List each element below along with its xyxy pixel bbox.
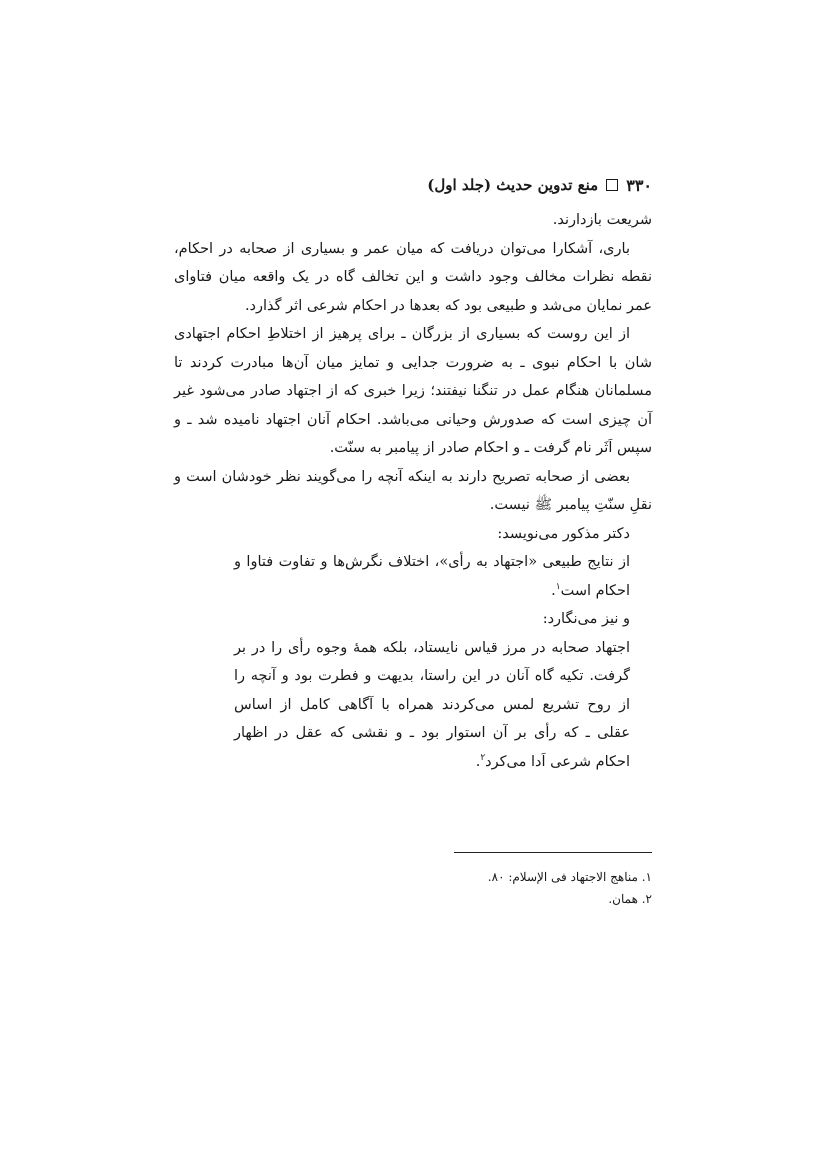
quote-1-text: از نتایج طبیعی «اجتهاد به رأی»، اختلاف نگرش‌ها و تفاوت فتاوا و احکام است (234, 554, 630, 599)
footnote-divider (454, 852, 652, 853)
paragraph-5: دکتر مذکور می‌نویسد: (497, 525, 630, 542)
footnote-2: ۲. همان. (608, 892, 652, 906)
quote-2: اجتهاد صحابه در مرز قیاس نایستاد، بلکه همهٔ وجوه رأی را در بر گرفت. تکیه گاه آنان در این راستا، بدیهت و فطرت بود و آنچه را از روح تشریع لمس می‌کردند همراه با آگاهی کامل از اساس عقلی ـ که رأی بر آن استوار بود ـ و نقشی که عقل در اظهار احکام شرعی اَدا می‌کرد$^۲$. (234, 639, 630, 770)
footnote-1: ۱. مناهج الاجتهاد فی الإسلام: ۸۰. (487, 870, 652, 884)
quote-2-text: اجتهاد صحابه در مرز قیاس نایستاد، بلکه همهٔ وجوه رأی را در بر گرفت. تکیه گاه آنان در این راستا، بدیهت و فطرت بود و آنچه را از روح تشریع لمس می‌کردند همراه با آگاهی کامل از اساس عقلی ـ که رأی بر آن استوار بود ـ و نقشی که عقل در اظهار احکام شرعی اَدا می‌کرد (234, 639, 630, 770)
quote-1: از نتایج طبیعی «اجتهاد به رأی»، اختلاف نگرش‌ها و تفاوت فتاوا و احکام است$^۱$. (234, 554, 630, 599)
paragraph-1: شریعت بازدارند. (552, 212, 652, 228)
footnotes (174, 866, 652, 910)
page-number: ۳۳۰ (626, 175, 652, 195)
paragraph-3: از این روست که بسیاری از بزرگان ـ برای پرهیز از اختلاطِ احکام اجتهادی شان با احکام نبوی ـ به ضرورت جدایی و تمایز میان آن‌ها مبادرت کردند تا مسلمانان هنگام عمل در تنگنا نیفتند؛ زیرا خبری که از اجتهاد صادر می‌شود غیر آن چیزی است که صدورش وحیانی می‌باشد. احکام آنان اجتهاد نامیده شد ـ و سپس اَثَر نام گرفت ـ و احکام صادر از پیامبر به سنّت. (174, 326, 652, 456)
body-text (174, 206, 652, 776)
page-content (174, 168, 652, 776)
footnote-ref-2[interactable]: ۲ (480, 752, 486, 763)
paragraph-2: باری، آشکارا می‌توان دریافت که میان عمر و بسیاری از صحابه در احکام، نقطه نظرات مخالف وجود داشت و این تخالف گاه در یک واقعه میان فتاوای عمر نمایان می‌شد و طبیعی بود که بعدها در احکام شرعی اثر گذارد. (174, 240, 652, 314)
paragraph-6: و نیز می‌نگارد: (542, 611, 630, 627)
paragraph-4: بعضی از صحابه تصریح دارند به اینکه آنچه را می‌گویند نظر خودشان است و نقلِ سنّتِ پیامبر ﷺ نیست. (174, 468, 652, 513)
book-title: منع تدوین حدیث (جلد اول) (427, 176, 599, 194)
running-head (174, 168, 652, 202)
square-box-icon (606, 179, 618, 191)
footnote-ref-1[interactable]: ۱ (555, 581, 561, 592)
